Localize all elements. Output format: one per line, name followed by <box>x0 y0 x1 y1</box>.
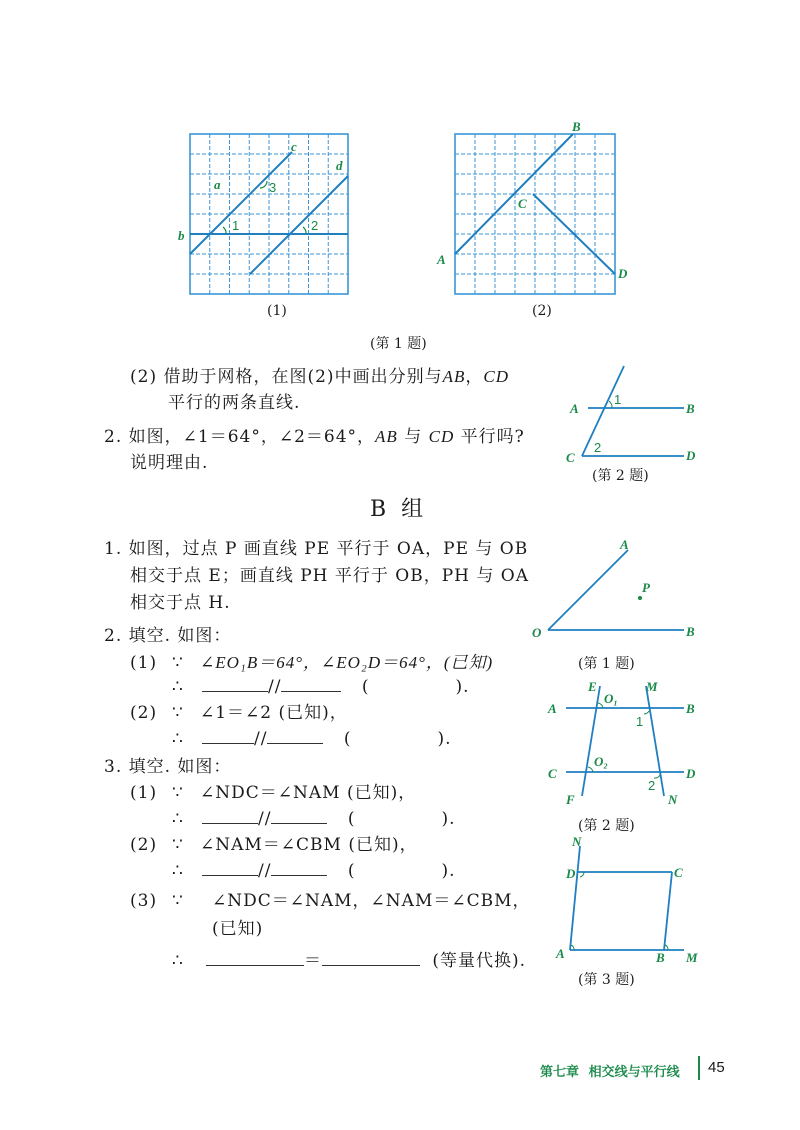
fig-b3-caption: (第 3 题) <box>578 972 635 988</box>
paren-close: ). <box>441 809 456 829</box>
caption-fig-1: (第 1 题) <box>370 336 427 352</box>
b-q3-3-condition: ∠NDC＝∠NAM，∠NAM＝∠CBM， <box>212 891 531 911</box>
b-q3-1-condition: ∠NDC＝∠NAM (已知)， <box>200 783 417 803</box>
label-angle-2: 2 <box>311 218 319 233</box>
b-q3-3-known: (已知) <box>212 919 264 939</box>
q2-mid: 与 <box>397 427 429 447</box>
therefore-symbol: ∴ <box>172 729 184 749</box>
b-q3-3-label: (3) <box>130 891 158 911</box>
therefore-symbol: ∴ <box>172 677 184 697</box>
parallel-symbol: // <box>268 677 282 697</box>
paren-open: ( <box>343 729 352 749</box>
fig-b1-P: P <box>642 580 650 595</box>
fig-b2-caption: (第 2 题) <box>578 818 635 834</box>
fig-b1-A: A <box>620 537 629 552</box>
fig-b1-B: B <box>686 624 695 639</box>
fig-b2-A: A <box>548 701 557 716</box>
because-symbol: ∵ <box>172 835 184 855</box>
therefore-symbol: ∴ <box>172 861 184 881</box>
q2-cd: CD <box>428 427 455 446</box>
label-A: A <box>437 252 446 267</box>
equals-symbol: ＝ <box>304 951 322 971</box>
fig-b2-E: E <box>588 679 597 694</box>
fig-a2-B: B <box>686 401 695 416</box>
paren-open: ( <box>347 809 356 829</box>
because-symbol: ∵ <box>172 783 184 803</box>
fig-b2-D: D <box>686 766 696 781</box>
fig-a2-A: A <box>570 401 579 416</box>
fig-b2-O1: O₁ <box>604 691 618 706</box>
fig-a2-angle-1: 1 <box>614 392 622 407</box>
label-d: d <box>336 158 343 173</box>
b-q1-line-2: 相交于点 E；画直线 PH 平行于 OB，PH 与 OA <box>130 566 530 586</box>
label-D: D <box>618 266 628 281</box>
q2-line-2: 说明理由. <box>130 453 209 473</box>
fig-b2-F: F <box>566 792 575 807</box>
b-q3-2-label: (2) <box>130 835 158 855</box>
label-c: c <box>291 139 297 154</box>
fig-b3-A: A <box>556 946 565 961</box>
paren-close: ). <box>441 861 456 881</box>
b-q3-3-reason: (等量代换). <box>432 951 527 971</box>
q2-number: 2. <box>104 427 123 447</box>
fig-b2-angle-2: 2 <box>648 778 656 793</box>
b-q2-line-1: 2. 填空. 如图： <box>104 626 232 646</box>
b-q2-1-condition: ∠EO₁B＝64°，∠EO₂D＝64°，(已知) <box>200 653 494 672</box>
fig-b2-angle-1: 1 <box>636 714 644 729</box>
b-q3-2-condition: ∠NAM＝∠CBM (已知)， <box>200 835 418 855</box>
fig-b2-O2: O₂ <box>594 754 608 769</box>
fig-b3-N: N <box>572 834 582 849</box>
fig-b2-C: C <box>548 766 557 781</box>
footer <box>540 1061 680 1080</box>
fig-a2-D: D <box>686 448 696 463</box>
q2-text: 如图，∠1＝64°，∠2＝64°， <box>128 427 376 447</box>
q1p2-text: (2) 借助于网格，在图(2)中画出分别与 <box>130 367 443 387</box>
parallel-symbol: // <box>258 861 272 881</box>
label-C: C <box>518 196 527 211</box>
fig-a2-C: C <box>566 450 575 465</box>
label-a: a <box>214 177 221 192</box>
therefore-symbol: ∴ <box>172 809 184 829</box>
footer-title: 相交线与平行线 <box>588 1064 680 1079</box>
because-symbol: ∵ <box>172 703 184 723</box>
therefore-symbol: ∴ <box>172 951 184 971</box>
because-symbol: ∵ <box>172 891 184 911</box>
q1p2-sep: ， <box>465 367 484 387</box>
caption-grid-1: (1) <box>267 303 287 319</box>
q1p2-line-2: 平行的两条直线. <box>168 393 301 413</box>
caption-grid-2: (2) <box>532 303 552 319</box>
q1p2-cd: CD <box>483 367 509 386</box>
fig-b1-caption: (第 1 题) <box>578 656 635 672</box>
fig-a2-caption: (第 2 题) <box>592 468 649 484</box>
fig-b3-B: B <box>656 950 665 965</box>
paren-close: ). <box>455 677 470 697</box>
fig-b3-M: M <box>686 950 698 965</box>
parallel-symbol: // <box>258 809 272 829</box>
label-b: b <box>178 228 185 243</box>
paren-close: ). <box>437 729 452 749</box>
label-B: B <box>572 119 581 134</box>
page-number: 45 <box>708 1059 725 1076</box>
q2-tail: 平行吗? <box>454 427 525 447</box>
because-symbol: ∵ <box>172 653 184 673</box>
fig-b3-C: C <box>674 865 683 880</box>
fig-b3-D: D <box>566 866 576 881</box>
group-b-title: B 组 <box>370 497 428 522</box>
b-q1-line-1: 1. 如图，过点 P 画直线 PE 平行于 OA，PE 与 OB <box>104 539 529 559</box>
fig-b2-N: N <box>668 792 678 807</box>
fig-b2-M: M <box>646 679 658 694</box>
parallel-symbol: // <box>254 729 268 749</box>
b-q3-line-1: 3. 填空. 如图： <box>104 757 232 777</box>
label-angle-1: 1 <box>232 218 240 233</box>
footer-chapter: 第七章 <box>540 1064 580 1079</box>
paren-open: ( <box>347 861 356 881</box>
paren-open: ( <box>361 677 370 697</box>
b-q2-1-label: (1) <box>130 653 158 673</box>
fig-b1-O: O <box>532 625 542 640</box>
q1p2-ab: AB <box>442 367 466 386</box>
q2-ab: AB <box>375 427 398 446</box>
footer-divider <box>698 1056 700 1080</box>
fig-b2-B: B <box>686 701 695 716</box>
fig-a2-angle-2: 2 <box>594 440 602 455</box>
b-q1-line-3: 相交于点 H. <box>130 593 231 613</box>
b-q3-1-label: (1) <box>130 783 158 803</box>
label-angle-3: 3 <box>269 180 277 195</box>
b-q2-2-condition: ∠1＝∠2 (已知)， <box>200 703 348 723</box>
b-q2-2-label: (2) <box>130 703 158 723</box>
